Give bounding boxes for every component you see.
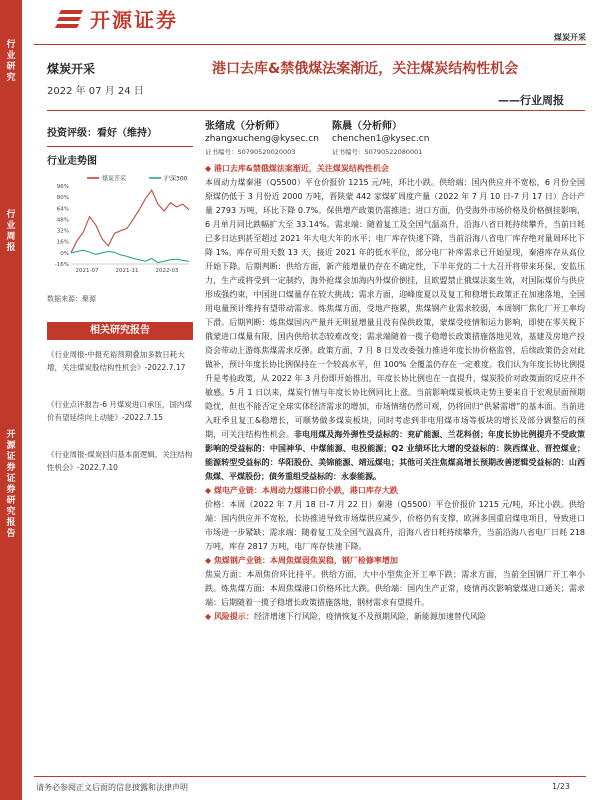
x-tick-label: 2021-11 [115, 268, 139, 274]
section-heading: ◆ 港口去库&禁俄煤法案渐近，关注煤炭结构性机会 [205, 164, 389, 173]
series-line [71, 190, 189, 253]
chart-source: 数据来源：聚源 [47, 295, 96, 303]
y-tick-label: 16% [56, 239, 69, 246]
analyst-name: 张绪成（分析师） [205, 121, 285, 132]
y-tick-label: 96% [56, 184, 69, 190]
section-paragraph: 价格：本周（2022 年 7 月 18 日-7 月 22 日）秦港（Q5500）平仓价报价 1215 元/吨，环比小跌。供给端：国内供应并不宽松，长协推进导致市场煤供应减少，价格仍有支撑，欧洲多国重启煤电项目，导致进口市场进一步紧缺；需求端：随着复工及全国气温高升，沿海八省日耗持续攀升，当前沿海八省电厂日耗 218 万吨，库存 2817 万吨，电厂库存快速下降。 [205, 500, 585, 551]
industry-name: 煤炭开采 [47, 62, 96, 76]
analyst-card [205, 120, 319, 159]
sidebar-band [0, 0, 22, 800]
y-tick-label: 48% [56, 217, 69, 224]
sidebar-label-report: 开源证券证券研究报告 [6, 430, 16, 539]
report-date: 2022 年 07 月 24 日 [47, 86, 144, 97]
logo-icon [56, 7, 84, 31]
risk-text: 经济增速下行风险，疫情恢复不及预期风险，新能源加速替代风险 [253, 612, 486, 621]
report-body [205, 162, 585, 624]
y-tick-label: 32% [56, 228, 69, 235]
footer-disclaimer: 请务必参阅正文后面的信息披露和法律声明 [36, 783, 188, 792]
analyst-card [332, 120, 429, 159]
y-tick-label: 64% [56, 206, 69, 213]
chart-title: 行业走势图 [47, 156, 97, 167]
industry-trend-chart [47, 172, 193, 280]
y-tick-label: 0% [60, 250, 69, 257]
section-heading: ◆ 煤电产业链：本周动力煤港口价小跌，港口库存大跌 [205, 486, 398, 495]
report-title: 港口去库&禁俄煤法案渐近，关注煤炭结构性机会 [212, 61, 519, 77]
related-reports-heading: 相关研究报告 [47, 322, 193, 340]
brand-logo [56, 4, 178, 33]
stock-picks: 非电用煤及海外弹性受益标的：兖矿能源、兰花科创；年度长协比例提升不受政策影响的受益标的：中国神华、中煤能源、电投能源；Q2 业绩环比大增的受益标的：陕西煤业、晋控煤业；能源转型受益标的：华阳股份、美锦能源、靖远煤电；其他可关注焦煤高增长预期改善逻辑受益标的：山西焦煤、平煤股份；债务重组受益标的：永泰能源。 [205, 430, 586, 481]
analyst-email[interactable]: chenchen1@kysec.cn [332, 134, 430, 144]
x-tick-label: 2022-03 [155, 268, 179, 274]
footer-divider [34, 776, 586, 777]
series-line [71, 250, 189, 263]
related-report-link[interactable]: 《行业周报-煤炭回归基本面逻辑，关注结构性机会》-2022.7.10 [47, 450, 193, 472]
legend-label: 煤炭开采 [102, 175, 127, 183]
analyst-cert: 证书编号：S0790520020003 [205, 148, 296, 156]
analyst-cert: 证书编号：S0790522080001 [332, 148, 423, 156]
related-report-link[interactable]: 《行业周报-中报充裕预期叠加多数日耗大增，关注煤炭股结构性机会》-2022.7.17 [47, 350, 186, 372]
section-heading: ◆ 焦煤钢产业链：本周焦煤弱焦炭稳，钢厂检修率增加 [205, 556, 398, 565]
brand-name: 开源证券 [90, 8, 178, 32]
analyst-name: 陈晨（分析师） [332, 121, 402, 132]
header-divider [34, 44, 586, 45]
title-divider [47, 110, 585, 111]
report-subtitle: ——行业周报 [498, 94, 564, 107]
risk-paragraph [205, 610, 585, 624]
section-paragraph: 焦炭方面：本周焦价环比持平。供给方面，大中小型焦企开工率下跌；需求方面，当前全国钢厂开工率小跌。炼焦煤方面：本周焦煤港口价格环比大跌。供给端：国内生产正常，疫情再次影响蒙煤进口通关；需求端：后期随着一揽子稳增长政策措施落地，钢材需求有望提升。 [205, 570, 585, 607]
y-tick-label: -16% [54, 262, 69, 268]
sidebar-label-weekly: 行业周报 [6, 210, 16, 253]
related-report-link[interactable]: 《行业点评报告-6 月煤炭进口承压，国内煤价有望延续向上动能》-2022.7.15 [47, 400, 192, 422]
legend-label: 沪深300 [164, 175, 188, 183]
risk-heading: ◆ 风险提示： [205, 612, 254, 621]
investment-rating: 投资评级：看好（维持） [47, 128, 157, 139]
analyst-email[interactable]: zhangxucheng@kysec.cn [205, 134, 319, 144]
sidebar-label-research: 行业研究 [6, 40, 16, 83]
left-divider [47, 146, 193, 147]
section-paragraph [205, 176, 585, 484]
y-tick-label: 80% [56, 195, 69, 202]
page-number: 1/23 [552, 782, 570, 791]
x-tick-label: 2021-07 [75, 268, 99, 274]
paragraph-text: 本周动力煤秦港（Q5500）平仓价报价 1215 元/吨，环比小跌。供给端：国内供应并不宽松，6 月份全国原煤仍低于 3 月份近 2000 万吨，晋陕蒙 442 家煤矿周度产量（2022 年 7 月 10 日-7 月 17 日）合计产量 2793 万吨，环比下降 0.7%。保供增产政策仍需推进；进口方面，仍受海外市场价格及价格倒挂影响，6 月单月同比跌幅扩大至 33.14%。需求端：随着复工及全国气温高升，沿海八省日耗持续攀升，当前日耗已多日达到甚至超过 2021 年大电大年的水平；电厂库存快速下降，当前沿海八省电厂库存绝对量周环比下降 1%。库存可用天数 13 天，接近 2021 年的低水平位，部分电厂补库需求已开始显现，秦港库存从高位开始下降。后期判断：供给方面，新产能增量仍存在不确定性，下半年党的二十大召开将带来环保、安监压力，生产或将受到一定制约，海外抢煤会加海内外煤价倒挂，且欧盟禁止俄煤法案生效，对国际煤价与供应形成强约束，中国进口煤量存在较大挑战；需求方面，迎峰度夏以及复工和稳增长政策正在加速落地，全国用电量预计维持有望带动需求。炼焦煤方面，受地产拖累，焦煤钢产业需求较弱，本周钢厂焦化厂开工率均下滑。后期判断：炼焦煤国内产量并无明显增量且没有保供政策，蒙煤受疫情和运力影响，即使在零关税下俄蒙进口煤量有限，国内供给状态较难改变；需求端随着一揽子稳增长政策措施落地见效，基建及房地产投资会带动上游炼焦煤需求反弹。政策方面，7 月 8 日发改委强力推进年度长协价格监管，后续政策仍会对此做补，预计年度长协比例保持在一个较高水平，但 100% 全覆盖仍存在一定难度。我们认为年度长协比例提升是考验政策，从 2022 年 3 月份即开始推出，年度长协比例也在一直提升，煤炭股价对政策面的反应并不敏感。5 月 1 日以来，煤炭行情与年度长协比例同比上涨。当前影响煤炭板块走势主要来自于宏观层面预期隐忧，但也不能否定全球实体经济需求的增加，市场情绪仍然可观，仍将回归“供紧需增”的基本面。当前进入旺季且复工&稳增长，可顺势做多煤炭板块，同时考虑到非电用煤市场等板块的增长及部分调整后的预期，可关注结构性机会。 [205, 178, 585, 439]
header-industry-tag: 煤炭开采 [554, 33, 586, 42]
